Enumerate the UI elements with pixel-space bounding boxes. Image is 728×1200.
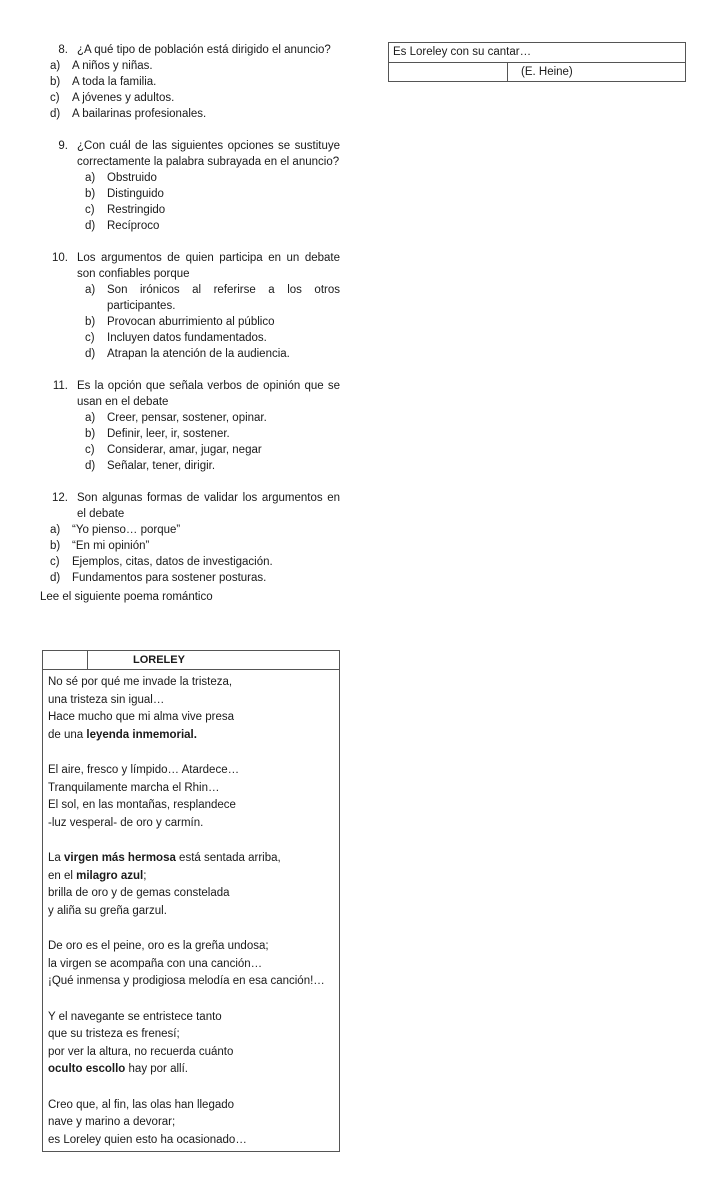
poem-text: No sé por qué me invade la tristeza, — [48, 676, 233, 688]
poem-text: y aliña su greña garzul. — [48, 904, 167, 917]
option-item — [85, 410, 340, 426]
question-row — [42, 490, 340, 522]
question-9 — [42, 138, 340, 234]
question-options — [42, 410, 340, 474]
poem-highlight: oculto escollo — [48, 1063, 126, 1075]
option-letter: c) — [85, 204, 95, 216]
option-letter: b) — [85, 316, 96, 328]
poem-line — [48, 797, 339, 815]
option-text: Creer, pensar, sostener, opinar. — [107, 412, 267, 424]
poem-line — [48, 1114, 339, 1132]
option-item — [85, 426, 340, 442]
option-text: Considerar, amar, jugar, negar — [107, 444, 262, 456]
poem-line — [48, 1097, 339, 1115]
option-item — [50, 570, 340, 586]
question-number: 8. — [58, 44, 68, 56]
option-item — [50, 554, 340, 570]
option-letter: c) — [50, 556, 60, 568]
option-item — [50, 538, 340, 554]
questions-column — [42, 42, 340, 605]
poem-text: El sol, en las montañas, resplandece — [48, 799, 236, 811]
option-text: Recíproco — [107, 220, 160, 232]
question-number: 12. — [52, 492, 68, 504]
option-letter: a) — [50, 524, 61, 536]
option-text: Distinguido — [107, 188, 164, 200]
option-item — [85, 330, 340, 346]
option-letter: b) — [85, 428, 96, 440]
question-number: 10. — [52, 252, 68, 264]
option-item — [50, 90, 340, 106]
option-item — [85, 346, 340, 362]
poem-text: Creo que, al fin, las olas han llegado — [48, 1098, 235, 1111]
poem-line — [48, 762, 339, 780]
poem-highlight: milagro azul — [76, 869, 144, 882]
poem-title-divider — [87, 651, 88, 669]
poem-box — [42, 650, 340, 1152]
poem-title: LORELEY — [133, 654, 185, 666]
question-gap — [42, 122, 340, 138]
option-item — [85, 458, 340, 474]
option-text: Obstruido — [107, 172, 157, 184]
option-item — [50, 106, 340, 122]
poem-intro: Lee el siguiente poema romántico — [40, 591, 213, 603]
option-text: A toda la familia. — [72, 76, 157, 88]
poem-text: la virgen se acompaña con una canción… — [48, 957, 263, 970]
question-row — [42, 138, 340, 170]
option-letter: d) — [50, 108, 61, 120]
question-10 — [42, 250, 340, 362]
option-text: Fundamentos para sostener posturas. — [72, 572, 267, 584]
poem-text: La — [48, 852, 64, 864]
poem-continuation-line: Es Loreley con su cantar… — [389, 43, 685, 63]
poem-line — [48, 903, 339, 921]
option-text: “Yo pienso… porque” — [72, 524, 181, 536]
poem-text: es Loreley quien esto ha ocasionado… — [48, 1133, 247, 1146]
question-gap — [42, 234, 340, 250]
poem-text: nave y marino a devorar; — [48, 1116, 176, 1128]
option-item — [50, 74, 340, 90]
option-letter: b) — [50, 540, 61, 552]
poem-stanza — [48, 938, 339, 991]
question-options — [42, 522, 340, 586]
option-item — [85, 442, 340, 458]
question-gap — [42, 362, 340, 378]
poem-author: (E. Heine) — [389, 63, 685, 82]
poem-line — [48, 885, 339, 903]
poem-line — [48, 1009, 339, 1027]
option-letter: b) — [85, 188, 96, 200]
poem-text: El aire, fresco y límpido… Atardece… — [48, 764, 240, 776]
option-text: Provocan aburrimiento al público — [107, 316, 275, 328]
option-text: A jóvenes y adultos. — [72, 92, 175, 104]
question-11 — [42, 378, 340, 474]
poem-text: de una — [48, 728, 87, 741]
option-text: Definir, leer, ir, sostener. — [107, 428, 230, 440]
option-letter: a) — [50, 60, 61, 72]
poem-text: Tranquilamente marcha el Rhin… — [48, 781, 220, 794]
option-text: Restringido — [107, 204, 166, 216]
option-text: A niños y niñas. — [72, 60, 153, 72]
poem-text: por ver la altura, no recuerda cuánto — [48, 1045, 234, 1058]
poem-line — [48, 692, 339, 710]
question-text: Los argumentos de quien participa en un debate son confiables porque — [77, 252, 340, 280]
poem-line — [48, 850, 339, 868]
option-item — [50, 58, 340, 74]
question-12 — [42, 490, 340, 586]
poem-line — [48, 956, 339, 974]
option-letter: a) — [85, 412, 96, 424]
poem-line — [48, 868, 339, 886]
option-letter: c) — [85, 332, 95, 344]
option-item — [50, 522, 340, 538]
poem-line — [48, 815, 339, 833]
option-text: “En mi opinión” — [72, 540, 150, 552]
question-options — [42, 58, 340, 122]
poem-highlight: leyenda inmemorial. — [86, 728, 197, 741]
option-item — [85, 186, 340, 202]
question-number: 11. — [52, 380, 68, 392]
poem-text: que su tristeza es frenesí; — [48, 1028, 180, 1040]
question-row — [42, 42, 340, 58]
option-item — [85, 314, 340, 330]
option-text: Incluyen datos fundamentados. — [107, 332, 267, 344]
question-number: 9. — [58, 140, 68, 152]
option-text: Ejemplos, citas, datos de investigación. — [72, 556, 273, 568]
poem-text: una tristeza sin igual… — [48, 693, 165, 706]
poem-stanza — [48, 1097, 339, 1150]
option-text: Atrapan la atención de la audiencia. — [107, 348, 290, 360]
poem-text: en el — [48, 869, 77, 882]
question-options — [42, 170, 340, 234]
poem-text: Hace mucho que mi alma vive presa — [48, 711, 234, 723]
option-item — [85, 282, 340, 314]
question-text: ¿A qué tipo de población está dirigido el anuncio? — [77, 44, 331, 56]
option-item — [85, 202, 340, 218]
question-text: ¿Con cuál de las siguientes opciones se sustituye correctamente la palabra subrayada en el anuncio? — [77, 140, 340, 168]
poem-line — [48, 1044, 339, 1062]
option-letter: b) — [50, 76, 61, 88]
option-letter: d) — [85, 220, 96, 232]
option-letter: d) — [85, 348, 96, 360]
option-letter: c) — [85, 444, 95, 456]
poem-text: brilla de oro y de gemas constelada — [48, 887, 230, 899]
poem-line — [48, 709, 339, 727]
poem-body — [43, 670, 339, 1149]
poem-stanza — [48, 1009, 339, 1079]
option-letter: a) — [85, 172, 96, 184]
poem-line — [48, 938, 339, 956]
option-letter: c) — [50, 92, 60, 104]
poem-text: ¡Qué inmensa y prodigiosa melodía en esa canción!… — [48, 975, 325, 987]
poem-line — [48, 1132, 339, 1150]
question-gap — [42, 474, 340, 490]
question-text: Son algunas formas de validar los argumentos en el debate — [77, 492, 340, 520]
option-text: Señalar, tener, dirigir. — [107, 460, 216, 472]
option-text: A bailarinas profesionales. — [72, 108, 207, 120]
poem-stanza — [48, 674, 339, 744]
question-text: Es la opción que señala verbos de opinión que se usan en el debate — [77, 380, 340, 408]
poem-title-row — [43, 651, 339, 670]
poem-line — [48, 674, 339, 692]
poem-text: De oro es el peine, oro es la greña undosa; — [48, 940, 269, 952]
option-letter: d) — [85, 460, 96, 472]
poem-text: -luz vesperal- de oro y carmín. — [48, 816, 204, 829]
option-letter: d) — [50, 572, 61, 584]
option-letter: a) — [85, 284, 96, 296]
poem-line — [48, 1026, 339, 1044]
question-8 — [42, 42, 340, 122]
question-row — [42, 250, 340, 282]
poem-text: está sentada arriba, — [175, 852, 281, 864]
poem-line — [48, 780, 339, 798]
option-item — [85, 218, 340, 234]
poem-line — [48, 1061, 339, 1079]
poem-text: ; — [143, 869, 147, 882]
poem-stanza — [48, 850, 339, 920]
poem-highlight: virgen más hermosa — [64, 852, 176, 864]
poem-line — [48, 973, 339, 991]
poem-stanza — [48, 762, 339, 832]
poem-line — [48, 727, 339, 745]
poem-text: hay por allí. — [125, 1063, 188, 1075]
question-row — [42, 378, 340, 410]
option-item — [85, 170, 340, 186]
question-options — [42, 282, 340, 362]
poem-continuation-box — [388, 42, 686, 82]
option-text: Son irónicos al referirse a los otros participantes. — [107, 284, 340, 312]
poem-text: Y el navegante se entristece tanto — [48, 1010, 222, 1023]
